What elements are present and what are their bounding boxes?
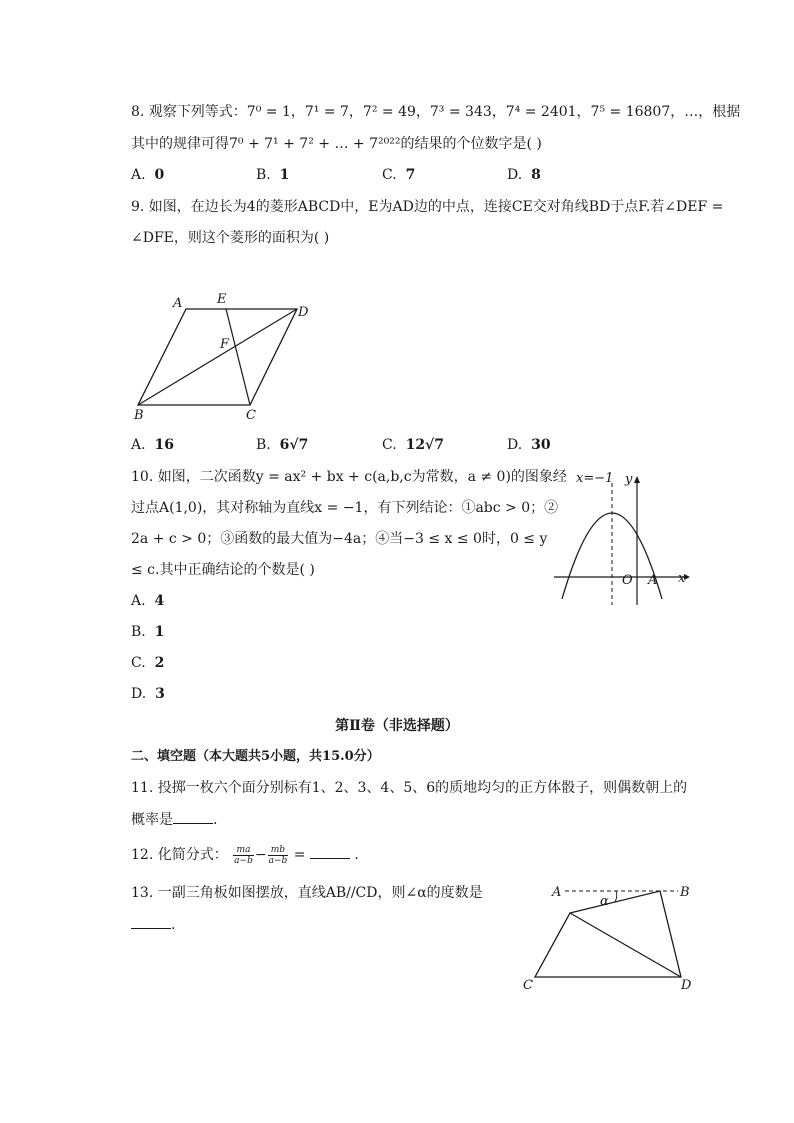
q8-option-d: D. 8	[507, 167, 541, 183]
q12-line	[131, 843, 359, 867]
q8-option-c: C. 7	[382, 167, 416, 183]
shared-edge	[570, 913, 681, 977]
q13-line2-suffix: .	[171, 917, 176, 933]
alpha-arc	[615, 891, 617, 902]
q13-answer-blank[interactable]	[131, 914, 171, 929]
q9-option-c: C. 12√7	[382, 437, 445, 453]
q9-option-b: B. 6√7	[256, 437, 309, 453]
q11-line2-suffix: .	[213, 812, 218, 828]
q13-line1: 13. 一副三角板如图摆放，直线AB//CD，则∠α的度数是	[131, 885, 483, 901]
q12-suffix: .	[354, 847, 359, 863]
section-heading: 二、填空题（本大题共5小题，共15.0分）	[131, 749, 380, 764]
label-x: x	[678, 571, 686, 586]
label-c: C	[523, 978, 533, 993]
q12-prefix: 12. 化简分式：	[131, 847, 228, 863]
y-axis-arrow	[634, 476, 640, 483]
q10-parabola-figure	[548, 465, 698, 610]
label-a: A	[173, 296, 183, 311]
q10-line3: 2a + c > 0；③函数的最大值为−4a；④当−3 ≤ x ≤ 0时，0 ≤ y	[131, 531, 548, 547]
q10-option-b: B. 1	[131, 624, 165, 640]
q10-option-a: A. 4	[131, 593, 165, 609]
q11-line1: 11. 投掷一枚六个面分别标有1、2、3、4、5、6的质地均匀的正方体骰子，则偶数朝上的	[131, 780, 688, 796]
label-f: F	[220, 337, 230, 352]
label-b: B	[134, 408, 144, 423]
q8-option-a: A. 0	[131, 167, 165, 183]
segment-ce	[226, 309, 250, 405]
label-a: A	[552, 885, 562, 900]
q9-option-a: A. 16	[131, 437, 174, 453]
q10-line1: 10. 如图，二次函数y = ax² + bx + c(a,b,c为常数，a ≠ 0)的图象经	[131, 469, 567, 485]
label-axis-line: x=−1	[576, 471, 614, 486]
label-alpha: α	[600, 894, 609, 909]
label-c: C	[246, 408, 256, 423]
q8-line2: 其中的规律可得7⁰ + 7¹ + 7² + … + 7²⁰²²的结果的个位数字是( )	[131, 136, 542, 152]
q12-fraction-2: $\frac{mb}{a-b}$	[268, 844, 288, 866]
q10-option-c: C. 2	[131, 655, 165, 671]
label-e: E	[217, 292, 227, 307]
label-a: A	[648, 573, 658, 588]
q12-minus: −	[254, 847, 267, 863]
q9-rhombus-figure	[125, 285, 325, 430]
q11-line2	[131, 809, 217, 830]
q10-option-d: D. 3	[131, 686, 165, 702]
label-b: B	[680, 885, 690, 900]
q13-triangles-figure	[515, 878, 700, 998]
label-d: D	[681, 978, 692, 993]
q11-line2-prefix: 概率是	[131, 812, 173, 828]
q9-line2: ∠DFE，则这个菱形的面积为( )	[131, 230, 330, 246]
label-d: D	[298, 305, 309, 320]
q10-line4: ≤ c.其中正确结论的个数是( )	[131, 562, 315, 578]
q9-line1: 9. 如图，在边长为4的菱形ABCD中，E为AD边的中点，连接CE交对角线BD于点F.若∠DEF =	[131, 199, 724, 215]
q8-option-b: B. 1	[256, 167, 290, 183]
label-o: O	[622, 573, 633, 588]
q8-line1: 8. 观察下列等式：7⁰ = 1，7¹ = 7，7² = 49，7³ = 343，7⁴ = 2401，7⁵ = 16807，…，根据	[131, 104, 741, 120]
q12-answer-blank[interactable]	[310, 844, 350, 859]
q12-equals: =	[293, 847, 306, 863]
label-y: y	[625, 472, 633, 487]
q12-fraction-1: $\frac{ma}{a-b}$	[234, 844, 253, 866]
q13-line2	[131, 914, 175, 935]
q11-answer-blank[interactable]	[173, 809, 213, 824]
q9-option-d: D. 30	[507, 437, 551, 453]
q10-line2: 过点A(1,0)，其对称轴为直线x = −1，有下列结论：①abc > 0；②	[131, 500, 559, 516]
section-title: 第Ⅱ卷（非选择题）	[335, 718, 459, 734]
